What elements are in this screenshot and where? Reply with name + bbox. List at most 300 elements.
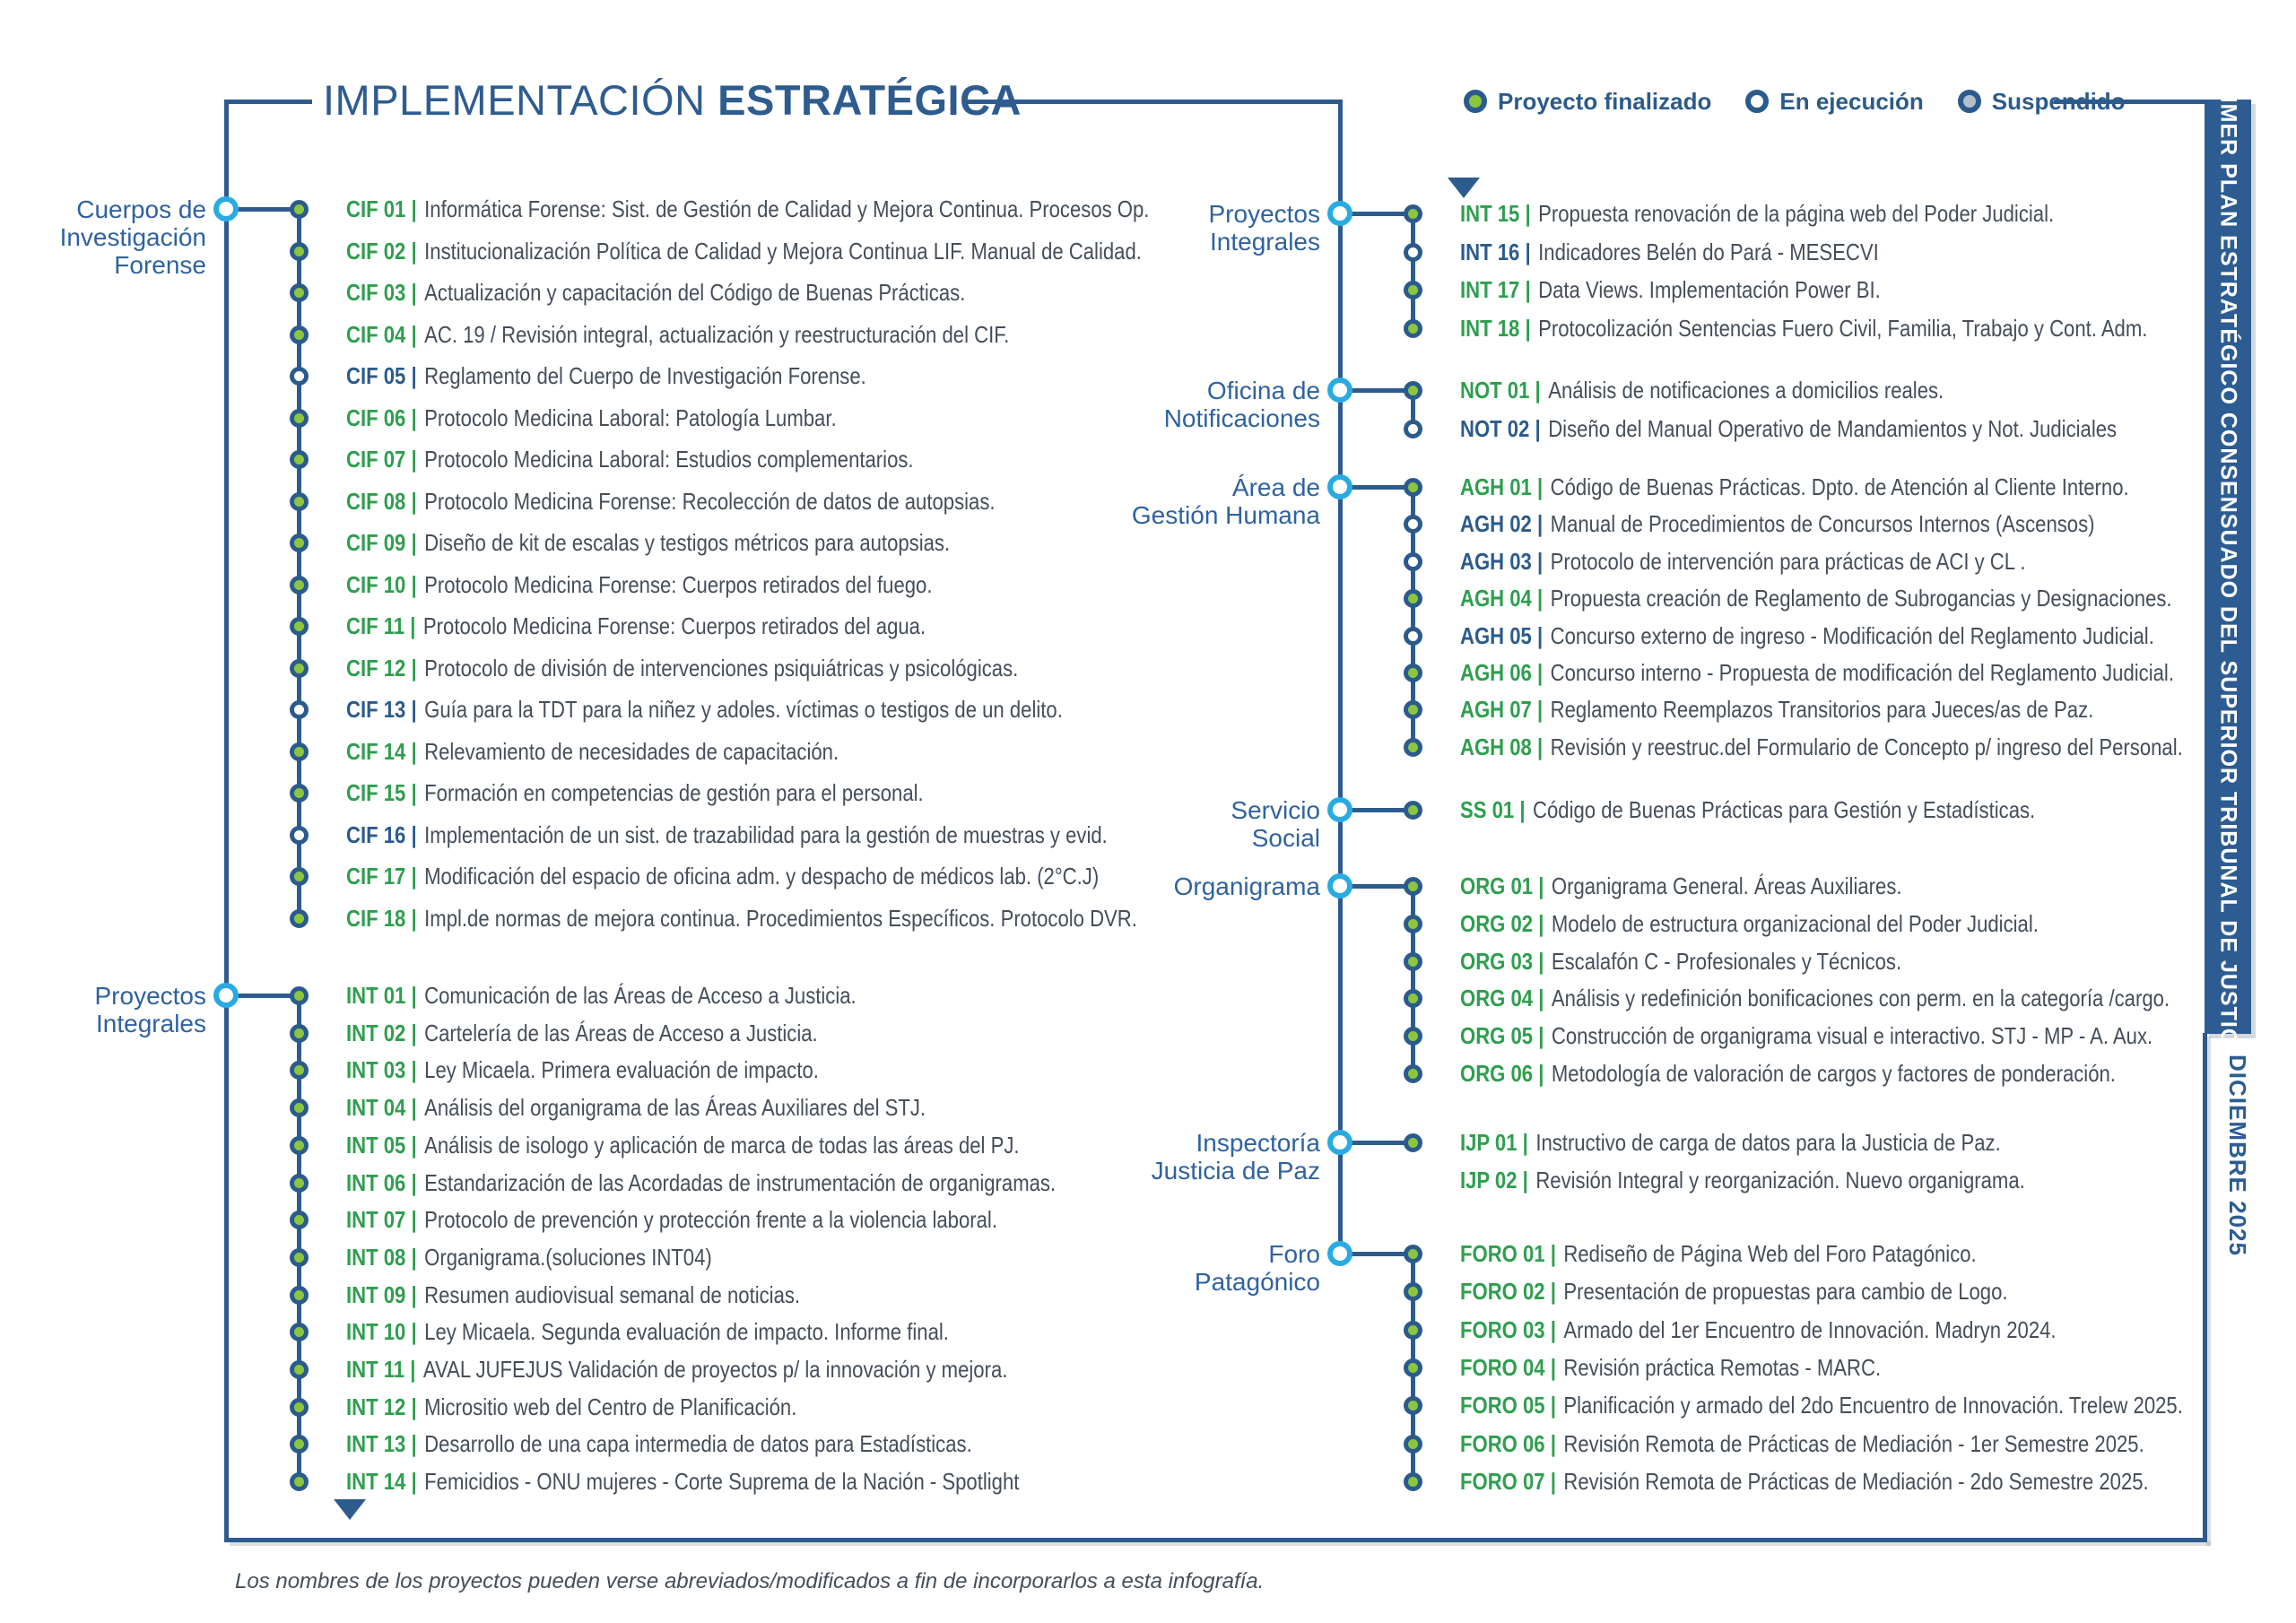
project-status-bullet (290, 1248, 309, 1267)
project-item (1460, 1312, 2057, 1348)
project-description: Diseño del Manual Operativo de Mandamientos y Not. Judiciales (1548, 414, 2118, 442)
project-description: Rediseño de Página Web del Foro Patagónico. (1563, 1239, 1977, 1267)
project-status-bullet (1404, 478, 1422, 497)
project-code: FORO 01 | (1460, 1239, 1556, 1267)
project-item (346, 1127, 1020, 1163)
project-code: FORO 06 | (1460, 1429, 1556, 1457)
project-status-bullet (1404, 801, 1422, 820)
footnote: Los nombres de los proyectos pueden verse abreviados/modificados a fin de incorporarlos a esta infografía. (235, 1569, 1265, 1593)
project-status-bullet (290, 1211, 309, 1229)
project-description: Micrositio web del Centro de Planificación. (424, 1393, 797, 1420)
project-code: INT 08 | (346, 1243, 417, 1271)
project-status-bullet (290, 283, 309, 302)
project-item (1460, 234, 1879, 270)
project-status-bullet (290, 1098, 309, 1117)
project-description: Concurso externo de ingreso - Modificación del Reglamento Judicial. (1550, 621, 2154, 649)
finished-status-icon (1464, 90, 1487, 113)
project-description: Revisión Integral y reorganización. Nuevo organigrama. (1535, 1166, 2025, 1193)
project-status-bullet (290, 409, 309, 428)
project-code: INT 11 | (346, 1355, 416, 1383)
project-status-bullet (1404, 915, 1422, 933)
project-description: Formación en competencias de gestión para el personal. (424, 778, 924, 806)
project-status-bullet (290, 1472, 309, 1491)
project-code: INT 04 | (346, 1093, 417, 1121)
project-item (1460, 469, 2129, 505)
project-item (1460, 543, 2026, 579)
group-node-org (1327, 873, 1352, 898)
project-description: Comunicación de las Áreas de Acceso a Justicia. (424, 981, 857, 1009)
project-item (1460, 272, 1881, 308)
project-code: INT 16 | (1460, 238, 1531, 265)
project-item (346, 1165, 1056, 1201)
project-status-bullet (1404, 989, 1422, 1008)
group-node-ijp (1327, 1130, 1352, 1155)
in-progress-status-icon (1745, 90, 1769, 113)
project-code: AGH 05 | (1460, 621, 1544, 649)
project-description: Análisis de notificaciones a domicilios reales. (1548, 376, 1944, 404)
group-label-line: Organigrama (1173, 872, 1320, 900)
group-node-intr (1327, 201, 1352, 226)
project-description: Modificación del espacio de oficina adm. y despacho de médicos lab. (2°C.J) (424, 862, 1100, 890)
project-code: CIF 02 | (346, 237, 417, 265)
project-code: CIF 15 | (346, 778, 417, 806)
project-description: Protocolo de prevención y protección frente a la violencia laboral. (424, 1205, 997, 1233)
project-description: Instructivo de carga de datos para la Justicia de Paz. (1535, 1128, 2001, 1156)
project-description: Protocolo Medicina Laboral: Patología Lumbar. (424, 404, 837, 431)
project-code: CIF 18 | (346, 904, 417, 932)
project-code: CIF 05 | (346, 361, 417, 389)
project-item (1460, 580, 2172, 616)
project-code: INT 13 | (346, 1429, 417, 1457)
project-code: CIF 03 | (346, 278, 417, 306)
project-status-bullet (1404, 381, 1422, 400)
group-label-org (1174, 872, 1320, 900)
project-item (1460, 1463, 2149, 1499)
project-code: CIF 17 | (346, 862, 417, 890)
group-node-foro (1327, 1241, 1352, 1266)
project-description: Escalafón C - Profesionales y Técnicos. (1551, 947, 1902, 975)
project-item (346, 775, 924, 811)
project-item (346, 1089, 926, 1125)
project-code: INT 09 | (346, 1280, 417, 1308)
project-description: Implementación de un sist. de trazabilidad para la gestión de muestras y evid. (424, 820, 1108, 848)
project-item (346, 1052, 819, 1088)
project-description: AVAL JUFEJUS Validación de proyectos p/ la innovación y mejora. (422, 1355, 1008, 1383)
project-code: CIF 10 | (346, 570, 417, 598)
project-item (346, 650, 1018, 686)
project-description: Institucionalización Política de Calidad y Mejora Continua LIF. Manual de Calidad. (424, 237, 1142, 265)
project-item (346, 483, 996, 519)
project-item (346, 858, 1099, 894)
project-item (346, 900, 1137, 936)
project-status-bullet (1404, 204, 1422, 223)
project-item (346, 1426, 972, 1462)
group-label-line: Notificaciones (1163, 404, 1320, 432)
project-status-bullet (290, 450, 309, 469)
project-description: Concurso interno - Propuesta de modificación del Reglamento Judicial. (1550, 658, 2174, 686)
project-description: Manual de Procedimientos de Concursos Internos (Ascensos) (1550, 509, 2095, 537)
project-code: NOT 01 | (1460, 376, 1541, 404)
project-description: Relevamiento de necesidades de capacitación. (424, 737, 839, 765)
project-status-bullet (1404, 319, 1422, 338)
project-status-bullet (1404, 515, 1422, 534)
project-description: Revisión y reestruc.del Formulario de Concepto p/ ingreso del Personal. (1550, 733, 2183, 760)
project-code: AGH 04 | (1460, 584, 1544, 612)
project-item (1460, 411, 2117, 447)
project-item (346, 567, 932, 603)
project-item (346, 733, 839, 769)
project-description: Resumen audiovisual semanal de noticias. (424, 1280, 801, 1308)
project-code: AGH 01 | (1460, 473, 1544, 500)
legend-label: En ejecución (1779, 87, 1924, 115)
project-description: AC. 19 / Revisión integral, actualización y reestructuración del CIF. (424, 320, 1010, 348)
project-status-bullet (1404, 877, 1422, 896)
group-label-line: Proyectos (94, 982, 206, 1010)
project-item (1460, 195, 2054, 231)
project-item (346, 274, 965, 310)
project-status-bullet (290, 986, 309, 1005)
group-label-foro (1195, 1240, 1320, 1296)
project-description: Protocolo Medicina Forense: Recolección de datos de autopsias. (424, 487, 996, 515)
project-item (1460, 310, 2147, 346)
project-status-bullet (1404, 952, 1422, 971)
project-item (1460, 1273, 2008, 1309)
project-item (1460, 1055, 2116, 1091)
project-code: INT 06 | (346, 1168, 417, 1196)
page-title (323, 75, 1022, 125)
group-label-line: Cuerpos de (76, 195, 206, 223)
project-item (346, 441, 914, 477)
project-description: Planificación y armado del 2do Encuentro de Innovación. Trelew 2025. (1563, 1391, 2183, 1419)
project-status-bullet (290, 659, 309, 678)
project-item (1460, 792, 2035, 828)
project-status-bullet (1404, 700, 1422, 719)
project-code: ORG 06 | (1460, 1059, 1544, 1087)
page-title-light: IMPLEMENTACIÓN (323, 76, 706, 124)
project-description: Ley Micaela. Segunda evaluación de impacto. Informe final. (424, 1317, 949, 1345)
group-label-intr (1209, 200, 1321, 256)
project-status-bullet (290, 1286, 309, 1305)
project-description: Organigrama.(soluciones INT04) (424, 1243, 712, 1271)
project-status-bullet (1404, 738, 1422, 757)
project-code: INT 18 | (1460, 314, 1531, 342)
project-description: Protocolo Medicina Forense: Cuerpos retirados del agua. (422, 612, 926, 639)
project-code: CIF 14 | (346, 737, 417, 765)
project-description: Modelo de estructura organizacional del Poder Judicial. (1551, 909, 2039, 937)
project-code: CIF 01 | (346, 195, 417, 222)
project-item (1460, 1018, 2152, 1054)
project-description: Revisión práctica Remotas - MARC. (1563, 1353, 1882, 1381)
group-label-line: Investigación (59, 223, 206, 251)
project-code: AGH 02 | (1460, 509, 1544, 537)
project-item (346, 977, 857, 1013)
project-description: Código de Buenas Prácticas para Gestión y Estadísticas. (1533, 795, 2036, 823)
group-label-line: Oficina de (1206, 377, 1320, 404)
side-banner-date: DICIEMBRE 2025 (2224, 1054, 2251, 1256)
project-code: FORO 02 | (1460, 1277, 1556, 1305)
project-item (346, 1239, 712, 1275)
legend-item-finalizado (1464, 88, 1711, 116)
group-label-line: Área de (1231, 473, 1320, 501)
project-description: Protocolo Medicina Forense: Cuerpos retirados del fuego. (424, 570, 933, 598)
project-code: AGH 07 | (1460, 695, 1544, 723)
project-status-bullet (1404, 1396, 1422, 1415)
project-status-bullet (290, 492, 309, 511)
project-item (1460, 655, 2174, 690)
project-status-bullet (1404, 1472, 1422, 1491)
project-item (346, 1351, 1007, 1387)
project-status-bullet (1404, 1133, 1422, 1152)
project-status-bullet (290, 1024, 309, 1043)
side-banner (2205, 64, 2251, 1070)
project-status-bullet (290, 700, 309, 719)
project-code: AGH 03 | (1460, 547, 1544, 575)
project-item (346, 608, 926, 644)
project-item (1460, 1162, 2025, 1198)
project-status-bullet (290, 909, 309, 928)
project-status-bullet (290, 784, 309, 803)
project-code: ORG 01 | (1460, 872, 1544, 899)
project-item (1460, 506, 2094, 542)
project-code: CIF 12 | (346, 654, 417, 681)
project-status-bullet (290, 325, 309, 344)
project-description: Armado del 1er Encuentro de Innovación. Madryn 2024. (1563, 1315, 2057, 1343)
project-item (1460, 980, 2170, 1016)
project-status-bullet (1404, 1321, 1422, 1340)
project-item (346, 317, 1009, 352)
project-status-bullet (1404, 627, 1422, 646)
right-spine-line (1338, 100, 1343, 1256)
project-code: ORG 05 | (1460, 1021, 1544, 1049)
project-code: CIF 09 | (346, 528, 417, 556)
project-code: INT 01 | (346, 981, 417, 1009)
group-node-agh (1327, 474, 1352, 499)
side-banner-text: PRIMER PLAN ESTRATÉGICO CONSENSUADO DEL SUPERIOR TRIBUNAL DE JUSTICIA (2215, 64, 2241, 1070)
project-item (1460, 1124, 2001, 1160)
group-label-agh (1132, 473, 1320, 529)
project-description: Informática Forense: Sist. de Gestión de Calidad y Mejora Continua. Procesos Op. (424, 195, 1150, 222)
project-status-bullet (290, 1323, 309, 1341)
project-status-bullet (290, 617, 309, 636)
project-item (346, 525, 950, 560)
project-code: INT 02 | (346, 1019, 417, 1046)
project-description: Estandarización de las Acordadas de instrumentación de organigramas. (424, 1168, 1057, 1196)
project-status-bullet (1404, 1245, 1422, 1263)
project-code: ORG 03 | (1460, 947, 1544, 975)
project-item (1460, 372, 1944, 408)
project-status-bullet (1404, 1282, 1422, 1301)
project-description: Protocolo de intervención para prácticas de ACI y CL . (1550, 547, 2026, 575)
suspended-status-icon (1958, 90, 1981, 113)
title-rule-right (967, 100, 1342, 104)
project-item (346, 233, 1142, 269)
group-label-intl (95, 982, 207, 1037)
project-code: ORG 02 | (1460, 909, 1544, 937)
project-description: Ley Micaela. Primera evaluación de impacto. (424, 1055, 819, 1083)
project-description: Guía para la TDT para la niñez y adoles. víctimas o testigos de un delito. (424, 695, 1063, 723)
project-item (346, 400, 837, 436)
group-label-line: Servicio (1231, 796, 1320, 824)
project-code: INT 14 | (346, 1467, 417, 1495)
project-status-bullet (290, 1061, 309, 1080)
status-legend (1464, 82, 2126, 120)
project-item (346, 1015, 818, 1051)
project-description: Data Views. Implementación Power BI. (1538, 275, 1881, 303)
project-description: Análisis de isologo y aplicación de marca de todas las áreas del PJ. (424, 1131, 1020, 1159)
project-status-bullet (1404, 281, 1422, 299)
group-label-line: Proyectos (1208, 200, 1320, 228)
project-status-bullet (290, 1398, 309, 1417)
project-description: Presentación de propuestas para cambio de Logo. (1563, 1277, 2008, 1305)
project-description: Construcción de organigrama visual e interactivo. STJ - MP - A. Aux. (1551, 1021, 2153, 1049)
group-label-line: Integrales (1210, 228, 1320, 256)
project-code: AGH 06 | (1460, 658, 1544, 686)
page-title-bold: ESTRATÉGICA (718, 76, 1022, 124)
project-status-bullet (1404, 420, 1422, 438)
project-status-bullet (1404, 664, 1422, 682)
project-description: Metodología de valoración de cargos y factores de ponderación. (1551, 1059, 2116, 1087)
project-description: Impl.de normas de mejora continua. Procedimientos Específicos. Protocolo DVR. (424, 904, 1137, 932)
project-code: INT 03 | (346, 1055, 417, 1083)
project-status-bullet (290, 1360, 309, 1379)
project-status-bullet (1404, 1358, 1422, 1377)
bullet-column-line-intr (1411, 213, 1415, 328)
legend-label: Suspendido (1991, 87, 2126, 115)
title-rule-left (226, 100, 312, 104)
project-code: FORO 05 | (1460, 1391, 1556, 1419)
group-label-not (1164, 377, 1320, 432)
group-node-ss (1327, 797, 1352, 822)
group-label-line: Inspectoría (1196, 1129, 1320, 1157)
project-code: FORO 03 | (1460, 1315, 1556, 1343)
project-code: FORO 07 | (1460, 1467, 1556, 1495)
project-item (1460, 1236, 1977, 1271)
project-status-bullet (290, 242, 309, 261)
project-item (1460, 906, 2039, 942)
project-item (346, 1277, 800, 1313)
project-description: Femicidios - ONU mujeres - Corte Suprema de la Nación - Spotlight (424, 1467, 1020, 1495)
project-code: INT 17 | (1460, 275, 1531, 303)
project-item (1460, 1350, 1881, 1385)
project-description: Cartelería de las Áreas de Acceso a Justicia. (424, 1019, 818, 1046)
project-status-bullet (1404, 1064, 1422, 1083)
project-status-bullet (1404, 1435, 1422, 1454)
project-code: ORG 04 | (1460, 984, 1544, 1011)
project-item (346, 1389, 796, 1425)
project-status-bullet (290, 867, 309, 886)
project-item (1460, 1387, 2183, 1423)
project-status-bullet (290, 367, 309, 386)
project-status-bullet (290, 742, 309, 761)
project-item (346, 191, 1149, 227)
group-label-ijp (1152, 1129, 1320, 1185)
project-description: Código de Buenas Prácticas. Dpto. de Atención al Cliente Interno. (1550, 473, 2129, 500)
project-code: CIF 13 | (346, 695, 417, 723)
project-description: Protocolización Sentencias Fuero Civil, Familia, Trabajo y Cont. Adm. (1538, 314, 2148, 342)
group-label-cif (60, 195, 206, 279)
project-item (1460, 729, 2183, 765)
project-description: Propuesta renovación de la página web del Poder Judicial. (1538, 199, 2055, 227)
project-status-bullet (290, 1435, 309, 1454)
project-item (346, 691, 1063, 727)
project-code: CIF 08 | (346, 487, 417, 515)
legend-label: Proyecto finalizado (1498, 87, 1712, 115)
project-item (1460, 1426, 2144, 1462)
project-code: INT 15 | (1460, 199, 1531, 227)
project-status-bullet (1404, 589, 1422, 608)
left-spine-line (224, 100, 229, 1542)
project-status-bullet (290, 576, 309, 595)
project-item (346, 1463, 1019, 1499)
group-label-line: Patagónico (1194, 1268, 1320, 1296)
project-item (346, 1314, 949, 1350)
project-description: Revisión Remota de Prácticas de Mediación - 2do Semestre 2025. (1563, 1467, 2149, 1495)
project-item (1460, 618, 2154, 654)
project-item (346, 817, 1108, 853)
project-code: CIF 07 | (346, 445, 417, 473)
project-code: INT 12 | (346, 1393, 417, 1420)
project-description: Desarrollo de una capa intermedia de datos para Estadísticas. (424, 1429, 972, 1457)
project-item (346, 358, 866, 394)
legend-item-suspendido (1958, 88, 2126, 116)
project-description: Protocolo Medicina Laboral: Estudios complementarios. (424, 445, 914, 473)
project-code: SS 01 | (1460, 795, 1526, 823)
project-status-bullet (1404, 552, 1422, 571)
project-description: Protocolo de división de intervenciones psiquiátricas y psicológicas. (424, 654, 1019, 681)
project-status-bullet (290, 1174, 309, 1193)
project-code: IJP 02 | (1460, 1166, 1528, 1193)
group-label-line: Justicia de Paz (1151, 1157, 1320, 1185)
project-description: Revisión Remota de Prácticas de Mediación - 1er Semestre 2025. (1563, 1429, 2144, 1457)
group-node-intl (213, 983, 239, 1008)
project-code: AGH 08 | (1460, 733, 1544, 760)
project-code: CIF 06 | (346, 404, 417, 431)
project-description: Organigrama General. Áreas Auxiliares. (1551, 872, 1902, 899)
project-status-bullet (1404, 243, 1422, 262)
group-label-line: Gestión Humana (1131, 501, 1320, 529)
project-description: Actualización y capacitación del Código de Buenas Prácticas. (424, 278, 966, 306)
project-description: Indicadores Belén do Pará - MESECVI (1538, 238, 1879, 265)
project-code: INT 07 | (346, 1205, 417, 1233)
project-status-bullet (290, 200, 309, 219)
project-item (1460, 691, 2093, 727)
project-code: FORO 04 | (1460, 1353, 1556, 1381)
group-label-line: Social (1251, 824, 1320, 852)
project-description: Reglamento Reemplazos Transitorios para Jueces/as de Paz. (1550, 695, 2094, 723)
project-status-bullet (1404, 1027, 1422, 1046)
project-description: Diseño de kit de escalas y testigos métricos para autopsias. (424, 528, 951, 556)
project-description: Reglamento del Cuerpo de Investigación Forense. (424, 361, 866, 389)
group-node-cif (213, 196, 239, 221)
project-code: IJP 01 | (1460, 1128, 1528, 1156)
project-description: Análisis del organigrama de las Áreas Auxiliares del STJ. (424, 1093, 926, 1121)
project-status-bullet (290, 826, 309, 845)
project-code: CIF 11 | (346, 612, 416, 639)
legend-item-ejecucion (1745, 88, 1923, 116)
project-description: Propuesta creación de Reglamento de Subrogancias y Designaciones. (1550, 584, 2172, 612)
project-status-bullet (290, 534, 309, 552)
frame-bottom-line (226, 1538, 2207, 1542)
project-item (1460, 868, 1902, 904)
group-label-line: Forense (114, 251, 206, 279)
continuation-arrow-bottom-icon (334, 1499, 366, 1520)
project-code: CIF 04 | (346, 320, 417, 348)
project-code: INT 10 | (346, 1317, 417, 1345)
project-code: CIF 16 | (346, 820, 417, 848)
project-item (1460, 943, 1901, 979)
project-item (346, 1202, 997, 1237)
group-label-ss (1231, 796, 1320, 852)
